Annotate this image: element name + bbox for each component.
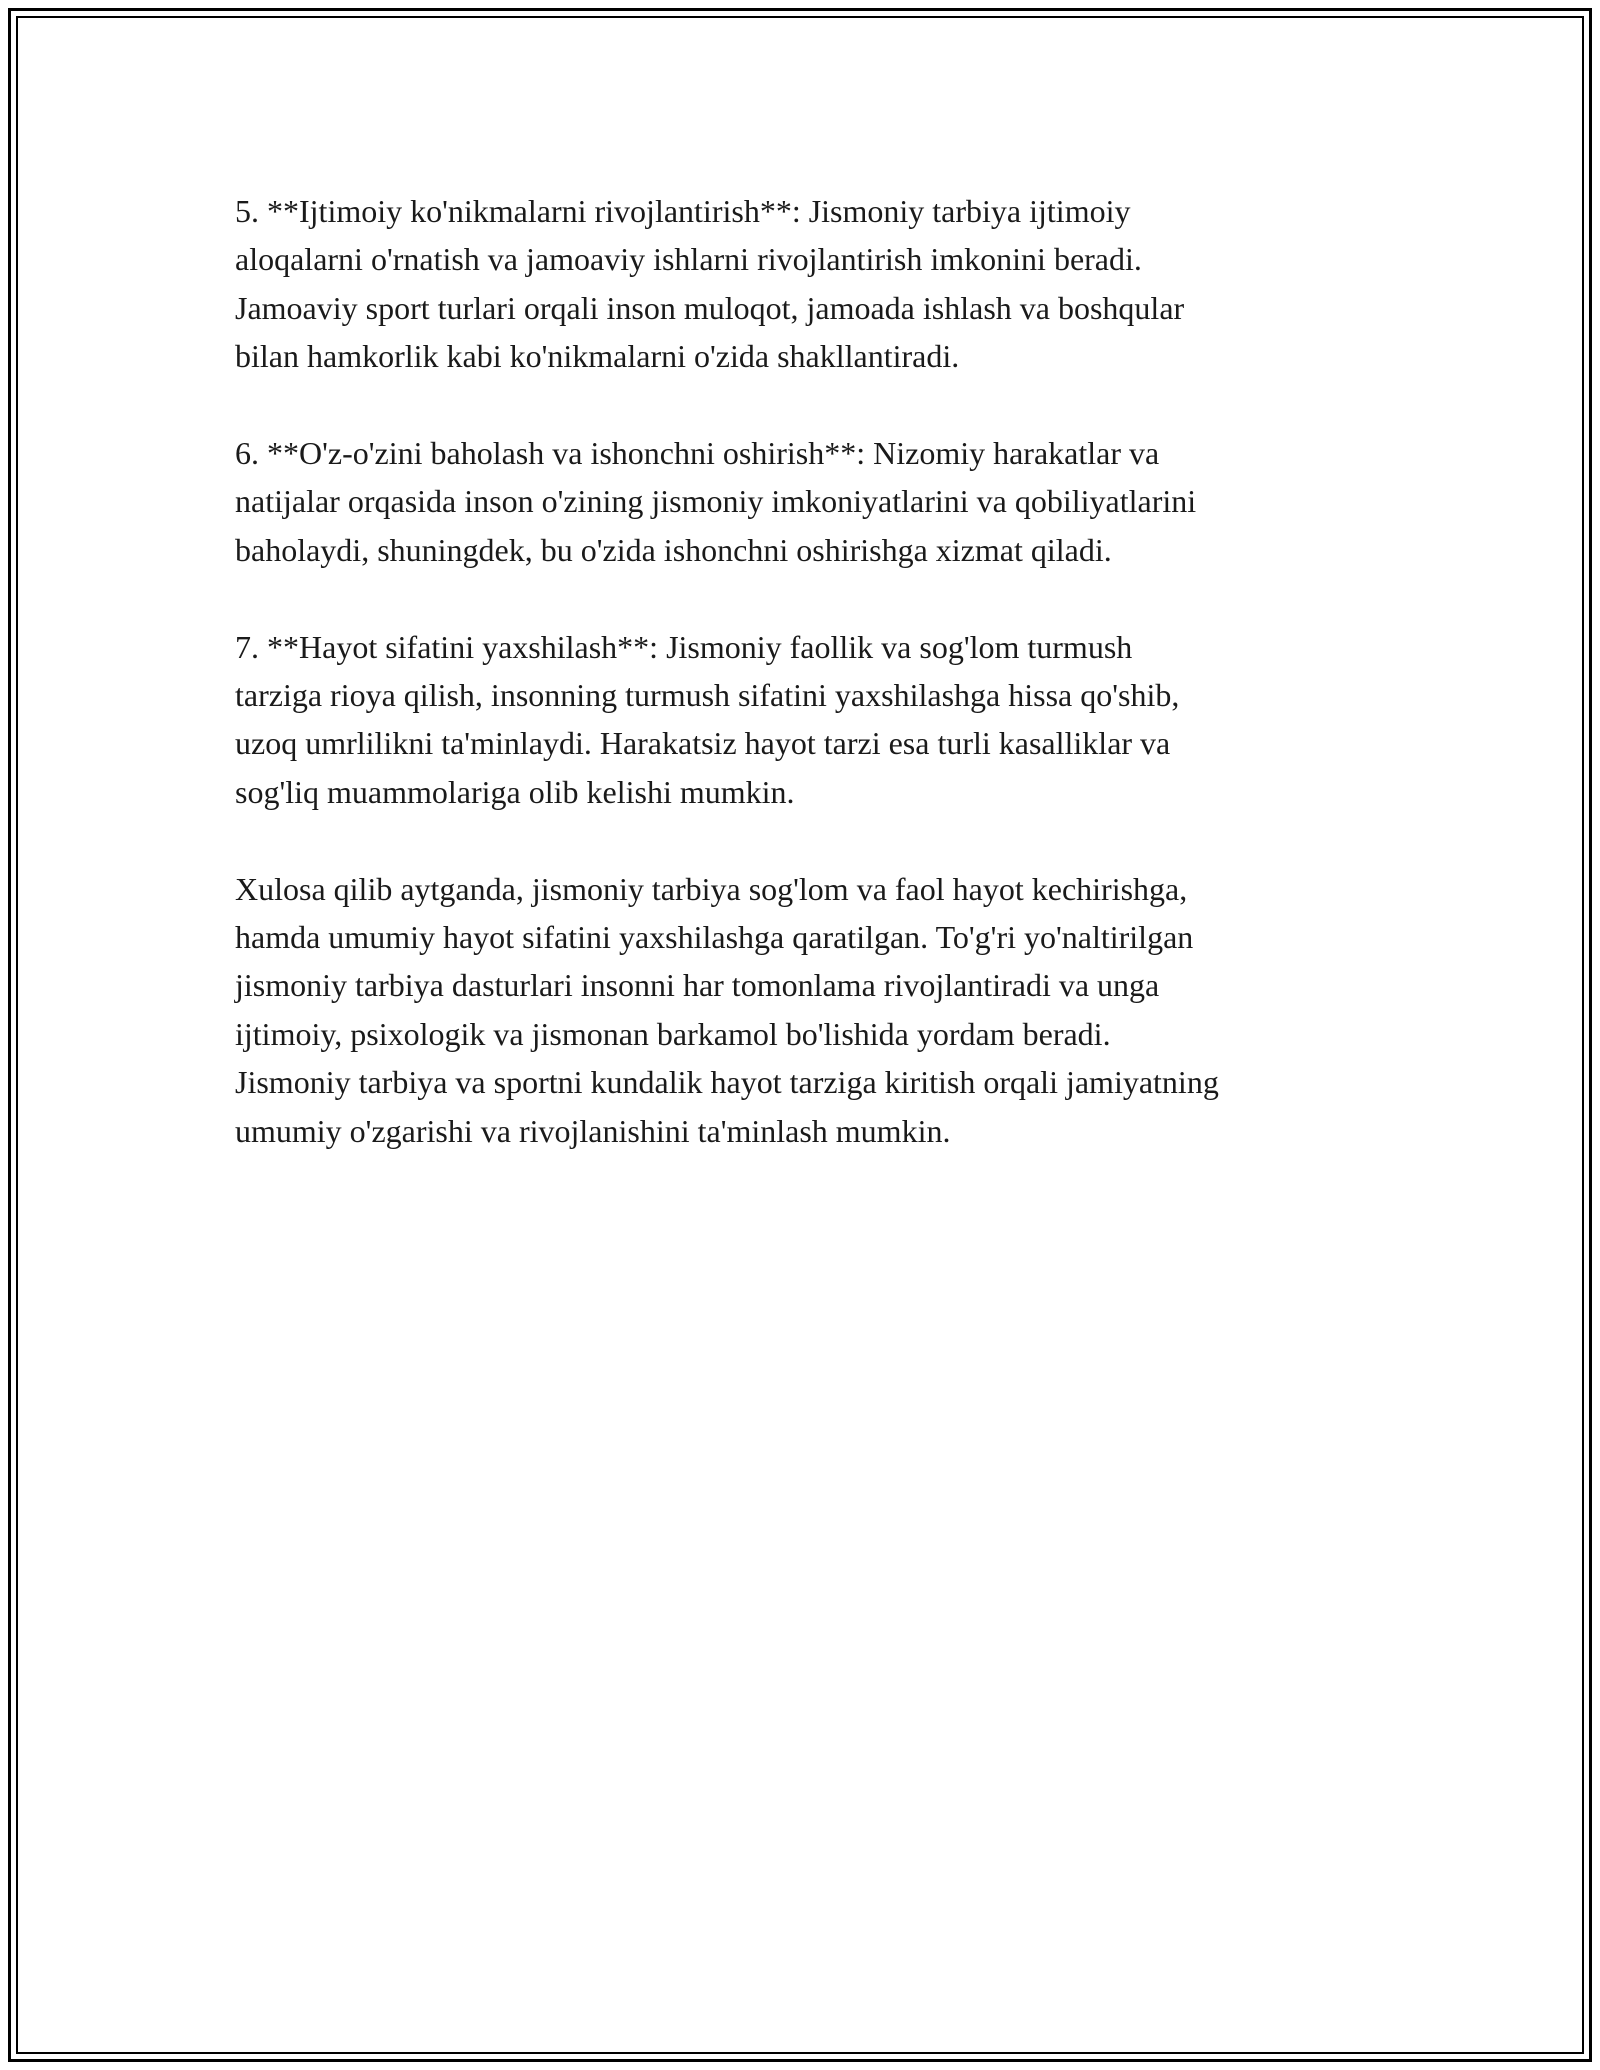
document-body — [235, 187, 1375, 1203]
paragraph-conclusion: Xulosa qilib aytganda, jismoniy tarbiya sog'lom va faol hayot kechirishga, hamda umumiy hayot sifatini yaxshilashga qaratilgan. To'g'ri yo'naltirilgan jismoniy tarbiya dasturlari insonni har tomonlama rivojlantiradi va unga ijtimoiy, psixologik va jismonan barkamol bo'lishida yordam beradi. Jismoniy tarbiya va sportni kundalik hayot tarziga kiritish orqali jamiyatning umumiy o'zgarishi va rivojlanishini ta'minlash mumkin. — [235, 870, 1219, 1149]
paragraph-social-skills: 5. **Ijtimoiy ko'nikmalarni rivojlantirish**: Jismoniy tarbiya ijtimoiy aloqalarni o'rnatish va jamoaviy ishlarni rivojlantirish imkonini beradi. Jamoaviy sport turlari orqali inson muloqot, jamoada ishlash va boshqular bilan hamkorlik kabi ko'nikmalarni o'zida shakllantiradi. — [235, 193, 1185, 375]
paragraph-quality-of-life: 7. **Hayot sifatini yaxshilash**: Jismoniy faollik va sog'lom turmush tarziga rioya qilish, insonning turmush sifatini yaxshilashga hissa qo'shib, uzoq umrlilikni ta'minlaydi. Harakatsiz hayot tarzi esa turli kasalliklar va sog'liq muammolariga olib kelishi mumkin. — [235, 628, 1180, 810]
paragraph-self-assessment: 6. **O'z-o'zini baholash va ishonchni oshirish**: Nizomiy harakatlar va natijalar orqasida inson o'zining jismoniy imkoniyatlarini va qobiliyatlarini baholaydi, shuningdek, bu o'zida ishonchni oshirishga xizmat qiladi. — [235, 435, 1197, 568]
